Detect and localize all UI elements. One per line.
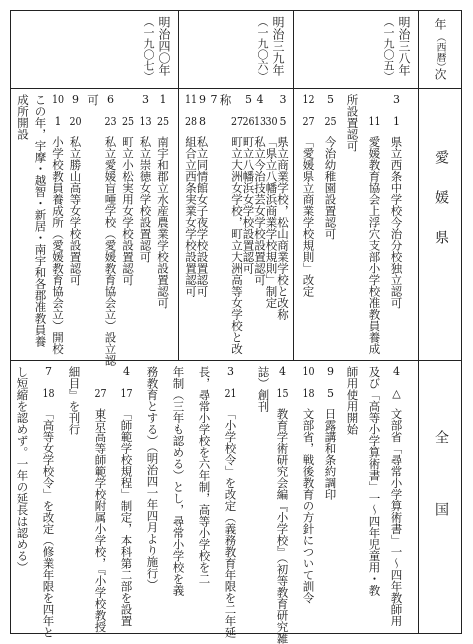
entry-text: 今治幼稚園設置認可 [323,136,338,240]
entry-text: 私立愛媛盲唖学校（愛媛教育協会立）設立認 [103,136,118,366]
year-1906-era: 明治三九年 [271,16,285,76]
chronology-entry [257,366,276,628]
entry-text: 所設置認可 [345,94,360,152]
chronology-entry [198,366,224,628]
entry-day: 18 [302,388,315,399]
entry-day: 27 [230,116,244,127]
year-sub-label: （西暦） [434,32,445,72]
zenkoku-1906-entries [255,366,295,644]
chronology-entry [157,94,175,356]
year-1906-western: （一九〇六） [256,16,269,82]
entry-text: 務教育とする）（明治四一年四月より施行） [145,366,160,591]
entry-text: 私立今治技芸女学校設置認可 [253,136,267,286]
chronology-entry [52,94,70,356]
entry-month: 3 [393,94,400,105]
entry-text: 年制（三年も認める）とし，尋常小学校を義 [171,366,186,596]
year-1905-era: 明治三八年 [397,16,411,76]
entry-day: 26 [242,116,255,127]
chronology-entry [17,94,35,356]
col-divider-1906-1907 [178,10,179,360]
entry-day: 18 [42,388,55,399]
zenkoku-1905-entries [300,366,412,628]
chronology-entry [16,366,42,628]
chronology-entry [68,366,94,628]
entry-text: 師用使用開始 [345,366,360,435]
entry-month: 3 [227,366,234,377]
year-1907-era: 明治四〇年 [157,16,171,76]
chronology-entry [122,94,140,356]
chronology-entry [368,94,390,356]
entry-month: 5 [327,94,334,105]
entry-text: 私立勝山高等女学校設置認可 [68,136,83,286]
entry-text: 文部省，戦後教育の方針について訓令 [301,408,316,604]
chronology-entry [185,94,197,356]
chronology-entry [69,94,87,356]
entry-month: 12 [302,94,315,105]
entry-text: 県立西条中学校今治分校独立認可 [389,136,404,309]
entry-day: △ [392,388,401,399]
entry-day: 25 [156,116,170,127]
entry-day: 30 [265,116,278,127]
entry-month: 7 [45,366,52,377]
chronology-entry [103,94,122,366]
chronology-entry [139,94,157,356]
entry-day: 25 [324,116,337,127]
chronology-entry [302,366,324,628]
entry-text: 南宇和郡立水産農業学校設置認可 [156,136,170,309]
entry-day: 27 [94,388,107,399]
entry-text: 成所開設 [16,94,30,140]
entry-text: 「県立八幡浜商業学校規則」制定 [264,136,279,309]
entry-month: 4 [393,366,400,377]
chronology-entry [34,94,52,356]
entry-text: 「愛媛県立商業学校規則」改定 [301,136,316,297]
entry-day: 1 [393,116,400,127]
entry-day: 25 [121,116,135,127]
entry-text: 及び「高等小学算術書」一～四年児童用・教 [367,366,382,596]
entry-text: 東京高等師範学校附属小学校，『小学校教授 [93,408,108,633]
year-column-divider [418,10,419,634]
ehime-1906-entries [184,94,288,356]
entry-month: 11 [184,94,198,105]
chronology-entry [324,366,346,628]
entry-month: 3 [142,94,149,105]
chronology-entry [346,94,368,356]
ehime-1907-entries [16,94,174,366]
zenkoku-row-label: 全 国 [433,430,449,526]
chronology-entry [275,366,295,644]
entry-month: 5 [245,94,252,105]
entry-text: 細目』を刊行 [67,366,82,435]
entry-day: 15 [276,388,289,399]
entry-day: 1 [54,116,62,127]
year-1905-western: （一九〇五） [382,16,395,82]
year-1907-western: （一九〇七） [142,16,155,82]
entry-text: 町立八幡浜女学校設置認可 [241,136,256,274]
chronology-entry [223,366,250,638]
chronology-entry [302,94,324,356]
entry-month: 4 [256,94,264,105]
entry-text: 文部省「尋常小学算術書」一～四年教師用 [389,408,404,627]
entry-text: 組合立西条実業女学校設置認可 [184,136,198,297]
entry-text: 町立大洲女学校，町立大洲高等女学校と改 [230,136,244,355]
entry-day: 5 [327,388,334,399]
entry-text: 町立小松実用女学校設置認可 [121,136,135,286]
chronology-entry [346,366,368,628]
chronology-entry [172,366,198,628]
entry-text: 私立崇徳女学校設置認可 [138,136,153,263]
entry-day: 28 [184,116,198,127]
entry-text: 可 [86,94,100,106]
entry-day: 13 [253,116,267,127]
entry-day: 17 [120,388,133,399]
entry-month: 9 [327,366,334,377]
entry-text: 愛媛教育協会上浮穴支部小学校准教員養成 [367,136,382,355]
entry-text: 私立同情館女子夜学校設置認可 [195,136,210,297]
chronology-entry [368,366,390,628]
year-label: 年 [433,18,447,30]
chronology-entry [93,366,120,633]
header-row-divider [10,88,462,89]
entry-month: 10 [302,366,315,377]
entry-month: 4 [123,366,130,377]
entry-text: 誌）創刊 [256,366,271,412]
entry-month: 4 [279,366,286,377]
chronology-entry [41,366,68,638]
entry-day: 8 [199,116,206,127]
entry-month: 7 [210,94,218,105]
zenkoku-1907-entries [15,366,250,638]
chronology-entry [120,366,146,628]
entry-text: 長，尋常小学校を六年制，高等小学校を二 [197,366,212,585]
entry-day: 5 [279,116,287,127]
chronology-entry [219,94,231,356]
chronology-entry [231,94,243,356]
ehime-zenkoku-divider [10,360,462,361]
chronology-entry [146,366,172,628]
chronology-entry [87,94,105,356]
entry-month: 9 [199,94,206,105]
entry-month: 9 [72,94,79,105]
entry-text: 小学校教員養成所（愛媛教育協会立）開校 [51,136,65,355]
entry-month: 6 [107,94,114,105]
entry-text: この年，宇摩・越智・新居・南宇和各郡准教員養 [33,94,48,347]
chronology-entry [390,366,412,628]
entry-text: 「高等女学校令」を改定（修業年限を四年と [41,408,56,638]
entry-text: 「師範学校規程」制定，本科第二部を設置 [119,408,134,627]
entry-text: 県立商業学校，松山商業学校と改称 [276,136,290,320]
year-tail-label: 次 [433,68,447,80]
entry-text: 教育学術研究会編『小学校』（初等教育研究雑 [275,408,290,644]
entry-text: し短縮を認めず。一年の延長は認める） [15,366,30,573]
entry-text: 日露講和条約調印 [323,408,338,500]
entry-month: 1 [159,94,167,105]
entry-text: 称 [218,94,233,106]
entry-day: 11 [368,116,381,127]
col-divider-1905-1906 [293,10,294,360]
ehime-1905-entries [300,94,412,356]
chronology-entry [390,94,412,356]
entry-day: 27 [302,116,315,127]
entry-day: 21 [224,388,237,399]
entry-day: 20 [69,116,82,127]
entry-day: 13 [139,116,152,127]
entry-month: 3 [279,94,287,105]
ehime-row-label: 愛 媛 県 [433,150,449,250]
chronology-entry [324,94,346,356]
entry-day: 23 [104,116,117,127]
entry-text: 「小学校令」を改定（義務教育年限を二年延 [223,408,238,638]
entry-month: 10 [51,94,65,105]
